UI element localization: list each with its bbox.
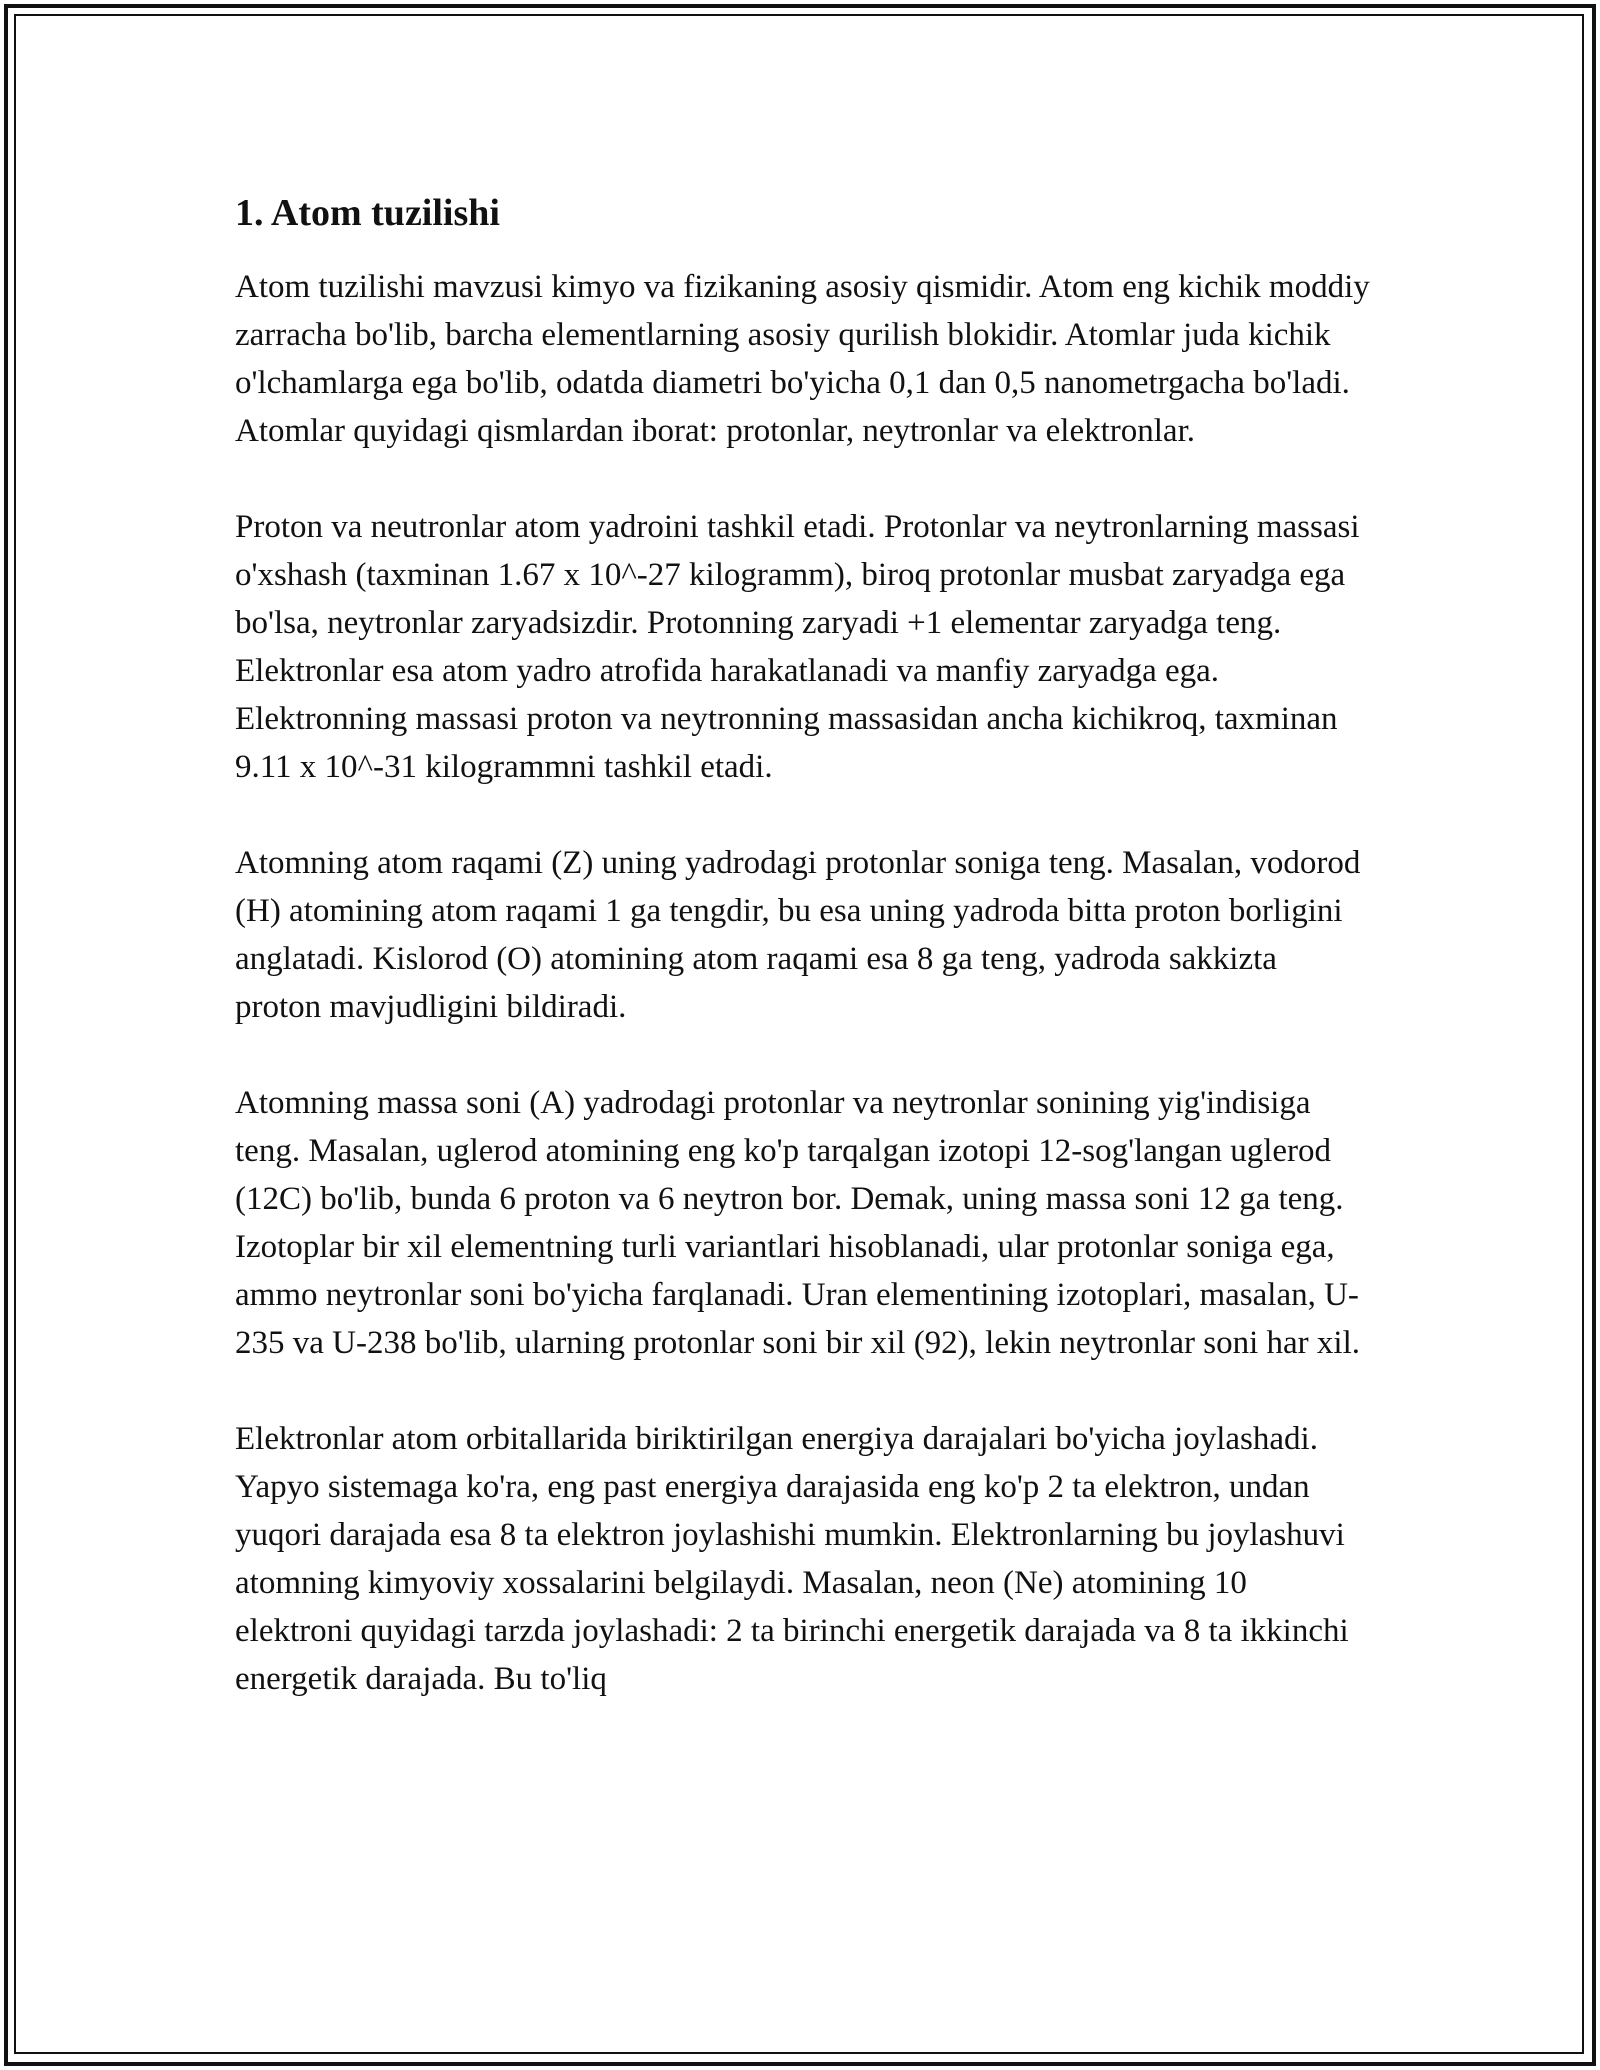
document-body (235, 185, 1370, 1751)
paragraph-nucleus: Proton va neutronlar atom yadroini tashkil etadi. Protonlar va neytronlarning massasi o'xshash (taxminan 1.67 x 10^-27 kilogramm), biroq protonlar musbat zaryadga ega bo'lsa, neytronlar zaryadsizdir. Protonning zaryadi +1 elementar zaryadga teng. Elektronlar esa atom yadro atrofida harakatlanadi va manfiy zaryadga ega. Elektronning massasi proton va neytronning massasidan ancha kichikroq, taxminan 9.11 x 10^-31 kilogrammni tashkil etadi. (235, 509, 1360, 785)
paragraph-mass-number: Atomning massa soni (A) yadrodagi protonlar va neytronlar sonining yig'indisiga teng. Masalan, uglerod atomining eng ko'p tarqalgan izotopi 12-sog'langan uglerod (12C) bo'lib, bunda 6 proton va 6 neytron bor. Demak, uning massa soni 12 ga teng. Izotoplar bir xil elementning turli variantlari hisoblanadi, ular protonlar soniga ega, ammo neytronlar soni bo'yicha farqlanadi. Uran elementining izotoplari, masalan, U-235 va U-238 bo'lib, ularning protonlar soni bir xil (92), lekin neytronlar soni har xil. (235, 1085, 1360, 1361)
paragraph-electron-shells: Elektronlar atom orbitallarida biriktirilgan energiya darajalari bo'yicha joylashadi. Yapyo sistemaga ko'ra, eng past energiya darajasida eng ko'p 2 ta elektron, undan yuqori darajada esa 8 ta elektron joylashishi mumkin. Elektronlarning bu joylashuvi atomning kimyoviy xossalarini belgilaydi. Masalan, neon (Ne) atomining 10 elektroni quyidagi tarzda joylashadi: 2 ta birinchi energetik darajada va 8 ta ikkinchi energetik darajada. Bu to'liq (235, 1421, 1349, 1697)
paragraph-atom-intro: Atom tuzilishi mavzusi kimyo va fizikaning asosiy qismidir. Atom eng kichik moddiy zarracha bo'lib, barcha elementlarning asosiy qurilish blokidir. Atomlar juda kichik o'lchamlarga ega bo'lib, odatda diametri bo'yicha 0,1 dan 0,5 nanometrgacha bo'ladi. Atomlar quyidagi qismlardan iborat: protonlar, neytronlar va elektronlar. (235, 269, 1370, 449)
paragraph-atomic-number: Atomning atom raqami (Z) uning yadrodagi protonlar soniga teng. Masalan, vodorod (H) atomining atom raqami 1 ga tengdir, bu esa uning yadroda bitta proton borligini anglatadi. Kislorod (O) atomining atom raqami esa 8 ga teng, yadroda sakkizta proton mavjudligini bildiradi. (235, 845, 1361, 1025)
section-heading: 1. Atom tuzilishi (235, 192, 500, 234)
